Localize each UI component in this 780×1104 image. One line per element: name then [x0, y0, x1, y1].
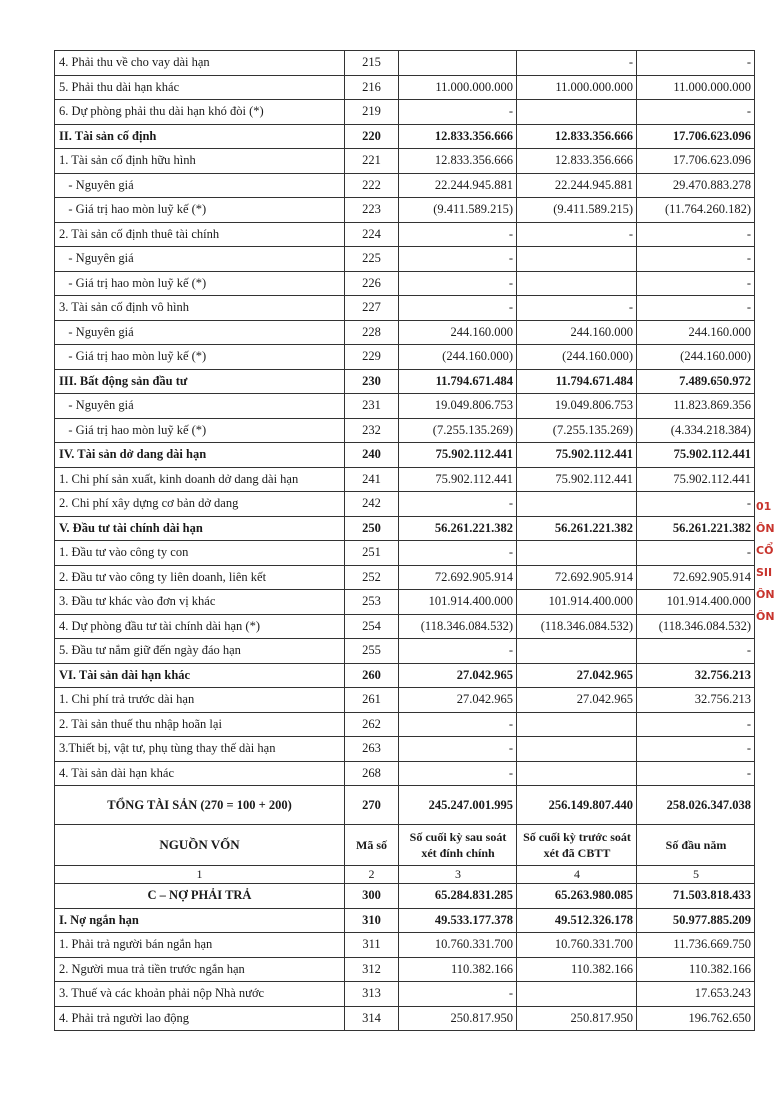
table-row: [55, 149, 755, 174]
value-before-review: [517, 247, 637, 272]
value-before-review: (9.411.589.215): [517, 198, 637, 223]
value-before-review: -: [517, 222, 637, 247]
table-row: [55, 516, 755, 541]
row-label: VI. Tài sản dài hạn khác: [55, 663, 345, 688]
table-row: [55, 825, 755, 866]
value-before-review: 56.261.221.382: [517, 516, 637, 541]
row-code: 312: [345, 957, 399, 982]
row-code: 227: [345, 296, 399, 321]
row-code: 220: [345, 124, 399, 149]
value-before-review: 110.382.166: [517, 957, 637, 982]
value-after-review: -: [399, 271, 517, 296]
table-row: [55, 345, 755, 370]
row-code: 224: [345, 222, 399, 247]
row-label: - Nguyên giá: [55, 394, 345, 419]
table-row: [55, 982, 755, 1007]
row-label: - Nguyên giá: [55, 320, 345, 345]
value-start-of-year: 5: [637, 866, 755, 884]
table-row: [55, 198, 755, 223]
row-code: 223: [345, 198, 399, 223]
value-start-of-year: -: [637, 737, 755, 762]
value-after-review: -: [399, 761, 517, 786]
row-code: 219: [345, 100, 399, 125]
table-row: [55, 712, 755, 737]
row-code: 232: [345, 418, 399, 443]
row-label: 3. Tài sản cố định vô hình: [55, 296, 345, 321]
value-before-review: [517, 492, 637, 517]
value-start-of-year: -: [637, 712, 755, 737]
row-code: 229: [345, 345, 399, 370]
table-row: [55, 418, 755, 443]
value-after-review: 245.247.001.995: [399, 786, 517, 825]
row-code: 250: [345, 516, 399, 541]
table-row: [55, 639, 755, 664]
row-label: 3. Thuế và các khoản phải nộp Nhà nước: [55, 982, 345, 1007]
value-after-review: 75.902.112.441: [399, 443, 517, 468]
row-code: 2: [345, 866, 399, 884]
red-stamp-fragment: [756, 496, 780, 746]
stamp-text: SII: [756, 566, 773, 579]
value-start-of-year: -: [637, 761, 755, 786]
row-code: 261: [345, 688, 399, 713]
table-row: [55, 75, 755, 100]
value-after-review: [399, 51, 517, 76]
table-row: [55, 173, 755, 198]
table-row: [55, 565, 755, 590]
value-before-review: 75.902.112.441: [517, 467, 637, 492]
value-after-review: 110.382.166: [399, 957, 517, 982]
row-label: 1. Chi phí trả trước dài hạn: [55, 688, 345, 713]
row-code: 226: [345, 271, 399, 296]
value-start-of-year: (4.334.218.384): [637, 418, 755, 443]
row-label: 2. Tài sản thuế thu nhập hoãn lại: [55, 712, 345, 737]
table-row: [55, 590, 755, 615]
value-start-of-year: -: [637, 222, 755, 247]
row-label: 2. Đầu tư vào công ty liên doanh, liên kết: [55, 565, 345, 590]
row-label: 5. Phải thu dài hạn khác: [55, 75, 345, 100]
value-before-review: 22.244.945.881: [517, 173, 637, 198]
row-code: 221: [345, 149, 399, 174]
row-code: 215: [345, 51, 399, 76]
table-row: [55, 908, 755, 933]
value-after-review: Số cuối kỳ sau soát xét đính chính: [399, 825, 517, 866]
value-after-review: 56.261.221.382: [399, 516, 517, 541]
value-after-review: -: [399, 982, 517, 1007]
value-after-review: 12.833.356.666: [399, 149, 517, 174]
value-start-of-year: 72.692.905.914: [637, 565, 755, 590]
value-before-review: [517, 737, 637, 762]
row-label: II. Tài sản cố định: [55, 124, 345, 149]
value-after-review: 49.533.177.378: [399, 908, 517, 933]
value-after-review: 22.244.945.881: [399, 173, 517, 198]
value-start-of-year: -: [637, 541, 755, 566]
value-start-of-year: 244.160.000: [637, 320, 755, 345]
table-row: [55, 933, 755, 958]
row-code: 225: [345, 247, 399, 272]
value-start-of-year: 17.706.623.096: [637, 124, 755, 149]
value-after-review: 101.914.400.000: [399, 590, 517, 615]
value-after-review: 65.284.831.285: [399, 884, 517, 909]
table-row: [55, 467, 755, 492]
value-after-review: 11.000.000.000: [399, 75, 517, 100]
value-before-review: (7.255.135.269): [517, 418, 637, 443]
row-label: - Nguyên giá: [55, 173, 345, 198]
row-code: 253: [345, 590, 399, 615]
value-after-review: 72.692.905.914: [399, 565, 517, 590]
row-code: 230: [345, 369, 399, 394]
row-code: 228: [345, 320, 399, 345]
row-code: Mã số: [345, 825, 399, 866]
row-code: 255: [345, 639, 399, 664]
table-row: [55, 614, 755, 639]
row-label: NGUỒN VỐN: [55, 825, 345, 866]
value-start-of-year: 7.489.650.972: [637, 369, 755, 394]
value-start-of-year: (11.764.260.182): [637, 198, 755, 223]
value-before-review: (244.160.000): [517, 345, 637, 370]
row-label: 4. Dự phòng đầu tư tài chính dài hạn (*): [55, 614, 345, 639]
value-start-of-year: -: [637, 51, 755, 76]
value-after-review: -: [399, 737, 517, 762]
value-start-of-year: 258.026.347.038: [637, 786, 755, 825]
value-start-of-year: 56.261.221.382: [637, 516, 755, 541]
row-label: 3.Thiết bị, vật tư, phụ tùng thay thế dài hạn: [55, 737, 345, 762]
row-label: 1. Đầu tư vào công ty con: [55, 541, 345, 566]
row-code: 231: [345, 394, 399, 419]
stamp-text: 01: [756, 500, 772, 513]
table-row: [55, 884, 755, 909]
value-before-review: -: [517, 51, 637, 76]
value-before-review: (118.346.084.532): [517, 614, 637, 639]
row-label: 2. Chi phí xây dựng cơ bản dở dang: [55, 492, 345, 517]
table-row: [55, 222, 755, 247]
balance-sheet: [54, 50, 754, 1031]
row-label: 3. Đầu tư khác vào đơn vị khác: [55, 590, 345, 615]
table-row: [55, 663, 755, 688]
row-label: 4. Tài sản dài hạn khác: [55, 761, 345, 786]
value-before-review: 11.000.000.000: [517, 75, 637, 100]
table-row: [55, 271, 755, 296]
value-after-review: 250.817.950: [399, 1006, 517, 1031]
value-start-of-year: -: [637, 492, 755, 517]
row-code: 314: [345, 1006, 399, 1031]
stamp-text: ÔN: [756, 610, 775, 623]
value-before-review: 12.833.356.666: [517, 124, 637, 149]
row-label: 2. Người mua trả tiền trước ngắn hạn: [55, 957, 345, 982]
row-label: V. Đầu tư tài chính dài hạn: [55, 516, 345, 541]
row-label: I. Nợ ngắn hạn: [55, 908, 345, 933]
value-after-review: 27.042.965: [399, 663, 517, 688]
table-row: [55, 320, 755, 345]
table-row: [55, 492, 755, 517]
value-before-review: [517, 271, 637, 296]
table-row: [55, 296, 755, 321]
row-label: 6. Dự phòng phải thu dài hạn khó đòi (*): [55, 100, 345, 125]
value-before-review: Số cuối kỳ trước soát xét đã CBTT: [517, 825, 637, 866]
stamp-text: CỔ: [756, 544, 774, 557]
value-before-review: [517, 100, 637, 125]
row-label: 2. Tài sản cố định thuê tài chính: [55, 222, 345, 247]
value-before-review: [517, 712, 637, 737]
row-code: 252: [345, 565, 399, 590]
value-before-review: 65.263.980.085: [517, 884, 637, 909]
value-start-of-year: -: [637, 271, 755, 296]
value-start-of-year: (118.346.084.532): [637, 614, 755, 639]
value-start-of-year: 110.382.166: [637, 957, 755, 982]
table-row: [55, 100, 755, 125]
value-before-review: [517, 982, 637, 1007]
row-label: TỔNG TÀI SẢN (270 = 100 + 200): [55, 786, 345, 825]
value-start-of-year: -: [637, 639, 755, 664]
row-label: 1. Phải trả người bán ngắn hạn: [55, 933, 345, 958]
table-row: [55, 541, 755, 566]
table-row: [55, 1006, 755, 1031]
row-label: 4. Phải trả người lao động: [55, 1006, 345, 1031]
table-row: [55, 866, 755, 884]
value-before-review: 12.833.356.666: [517, 149, 637, 174]
value-after-review: (118.346.084.532): [399, 614, 517, 639]
value-start-of-year: 75.902.112.441: [637, 443, 755, 468]
table-row: [55, 737, 755, 762]
value-after-review: 75.902.112.441: [399, 467, 517, 492]
row-label: - Giá trị hao mòn luỹ kế (*): [55, 271, 345, 296]
row-label: 1. Chi phí sản xuất, kinh doanh dở dang dài hạn: [55, 467, 345, 492]
table-row: [55, 957, 755, 982]
row-code: 260: [345, 663, 399, 688]
row-code: 310: [345, 908, 399, 933]
value-start-of-year: 71.503.818.433: [637, 884, 755, 909]
table-row: [55, 443, 755, 468]
value-before-review: -: [517, 296, 637, 321]
row-code: 268: [345, 761, 399, 786]
value-start-of-year: 11.736.669.750: [637, 933, 755, 958]
row-code: 254: [345, 614, 399, 639]
table-row: [55, 688, 755, 713]
value-after-review: (7.255.135.269): [399, 418, 517, 443]
value-after-review: 27.042.965: [399, 688, 517, 713]
row-code: 242: [345, 492, 399, 517]
row-label: III. Bất động sản đầu tư: [55, 369, 345, 394]
value-before-review: 10.760.331.700: [517, 933, 637, 958]
value-after-review: 12.833.356.666: [399, 124, 517, 149]
row-code: 263: [345, 737, 399, 762]
row-code: 262: [345, 712, 399, 737]
table-row: [55, 369, 755, 394]
table-row: [55, 247, 755, 272]
table-row: [55, 394, 755, 419]
row-label: 5. Đầu tư nắm giữ đến ngày đáo hạn: [55, 639, 345, 664]
stamp-text: ÔN: [756, 588, 775, 601]
value-after-review: -: [399, 247, 517, 272]
value-start-of-year: -: [637, 296, 755, 321]
row-label: IV. Tài sản dở dang dài hạn: [55, 443, 345, 468]
table-row: [55, 51, 755, 76]
value-start-of-year: -: [637, 100, 755, 125]
row-label: - Giá trị hao mòn luỹ kế (*): [55, 418, 345, 443]
row-code: 311: [345, 933, 399, 958]
row-code: 222: [345, 173, 399, 198]
row-code: 300: [345, 884, 399, 909]
row-label: - Giá trị hao mòn luỹ kế (*): [55, 345, 345, 370]
value-start-of-year: 75.902.112.441: [637, 467, 755, 492]
value-after-review: -: [399, 492, 517, 517]
value-after-review: 3: [399, 866, 517, 884]
value-before-review: [517, 761, 637, 786]
table-row: [55, 761, 755, 786]
value-before-review: 49.512.326.178: [517, 908, 637, 933]
value-after-review: -: [399, 639, 517, 664]
row-code: 270: [345, 786, 399, 825]
table-row: [55, 124, 755, 149]
row-label: - Giá trị hao mòn luỹ kế (*): [55, 198, 345, 223]
value-start-of-year: 32.756.213: [637, 663, 755, 688]
row-label: 4. Phải thu về cho vay dài hạn: [55, 51, 345, 76]
value-start-of-year: (244.160.000): [637, 345, 755, 370]
value-before-review: 256.149.807.440: [517, 786, 637, 825]
row-code: 313: [345, 982, 399, 1007]
value-after-review: (9.411.589.215): [399, 198, 517, 223]
value-after-review: (244.160.000): [399, 345, 517, 370]
value-before-review: 250.817.950: [517, 1006, 637, 1031]
value-after-review: 19.049.806.753: [399, 394, 517, 419]
value-start-of-year: 29.470.883.278: [637, 173, 755, 198]
row-code: 251: [345, 541, 399, 566]
value-after-review: -: [399, 296, 517, 321]
value-before-review: 101.914.400.000: [517, 590, 637, 615]
value-before-review: 19.049.806.753: [517, 394, 637, 419]
value-start-of-year: 32.756.213: [637, 688, 755, 713]
value-before-review: 27.042.965: [517, 663, 637, 688]
value-start-of-year: 11.000.000.000: [637, 75, 755, 100]
value-start-of-year: 17.706.623.096: [637, 149, 755, 174]
value-start-of-year: -: [637, 247, 755, 272]
value-start-of-year: 101.914.400.000: [637, 590, 755, 615]
value-after-review: -: [399, 541, 517, 566]
table-row: [55, 786, 755, 825]
row-code: 241: [345, 467, 399, 492]
value-after-review: 11.794.671.484: [399, 369, 517, 394]
value-start-of-year: Số đầu năm: [637, 825, 755, 866]
value-before-review: 75.902.112.441: [517, 443, 637, 468]
balance-sheet-table: [54, 50, 755, 1031]
value-before-review: [517, 639, 637, 664]
row-code: 216: [345, 75, 399, 100]
row-label: C – NỢ PHẢI TRẢ: [55, 884, 345, 909]
value-start-of-year: 11.823.869.356: [637, 394, 755, 419]
value-after-review: -: [399, 222, 517, 247]
value-start-of-year: 17.653.243: [637, 982, 755, 1007]
value-before-review: 244.160.000: [517, 320, 637, 345]
value-before-review: 4: [517, 866, 637, 884]
row-label: 1. Tài sản cố định hữu hình: [55, 149, 345, 174]
value-before-review: 11.794.671.484: [517, 369, 637, 394]
value-before-review: 27.042.965: [517, 688, 637, 713]
value-after-review: 244.160.000: [399, 320, 517, 345]
stamp-text: ÔN: [756, 522, 775, 535]
value-after-review: -: [399, 100, 517, 125]
value-before-review: 72.692.905.914: [517, 565, 637, 590]
row-label: - Nguyên giá: [55, 247, 345, 272]
row-code: 240: [345, 443, 399, 468]
value-after-review: 10.760.331.700: [399, 933, 517, 958]
value-start-of-year: 196.762.650: [637, 1006, 755, 1031]
value-after-review: -: [399, 712, 517, 737]
value-before-review: [517, 541, 637, 566]
row-label: 1: [55, 866, 345, 884]
value-start-of-year: 50.977.885.209: [637, 908, 755, 933]
